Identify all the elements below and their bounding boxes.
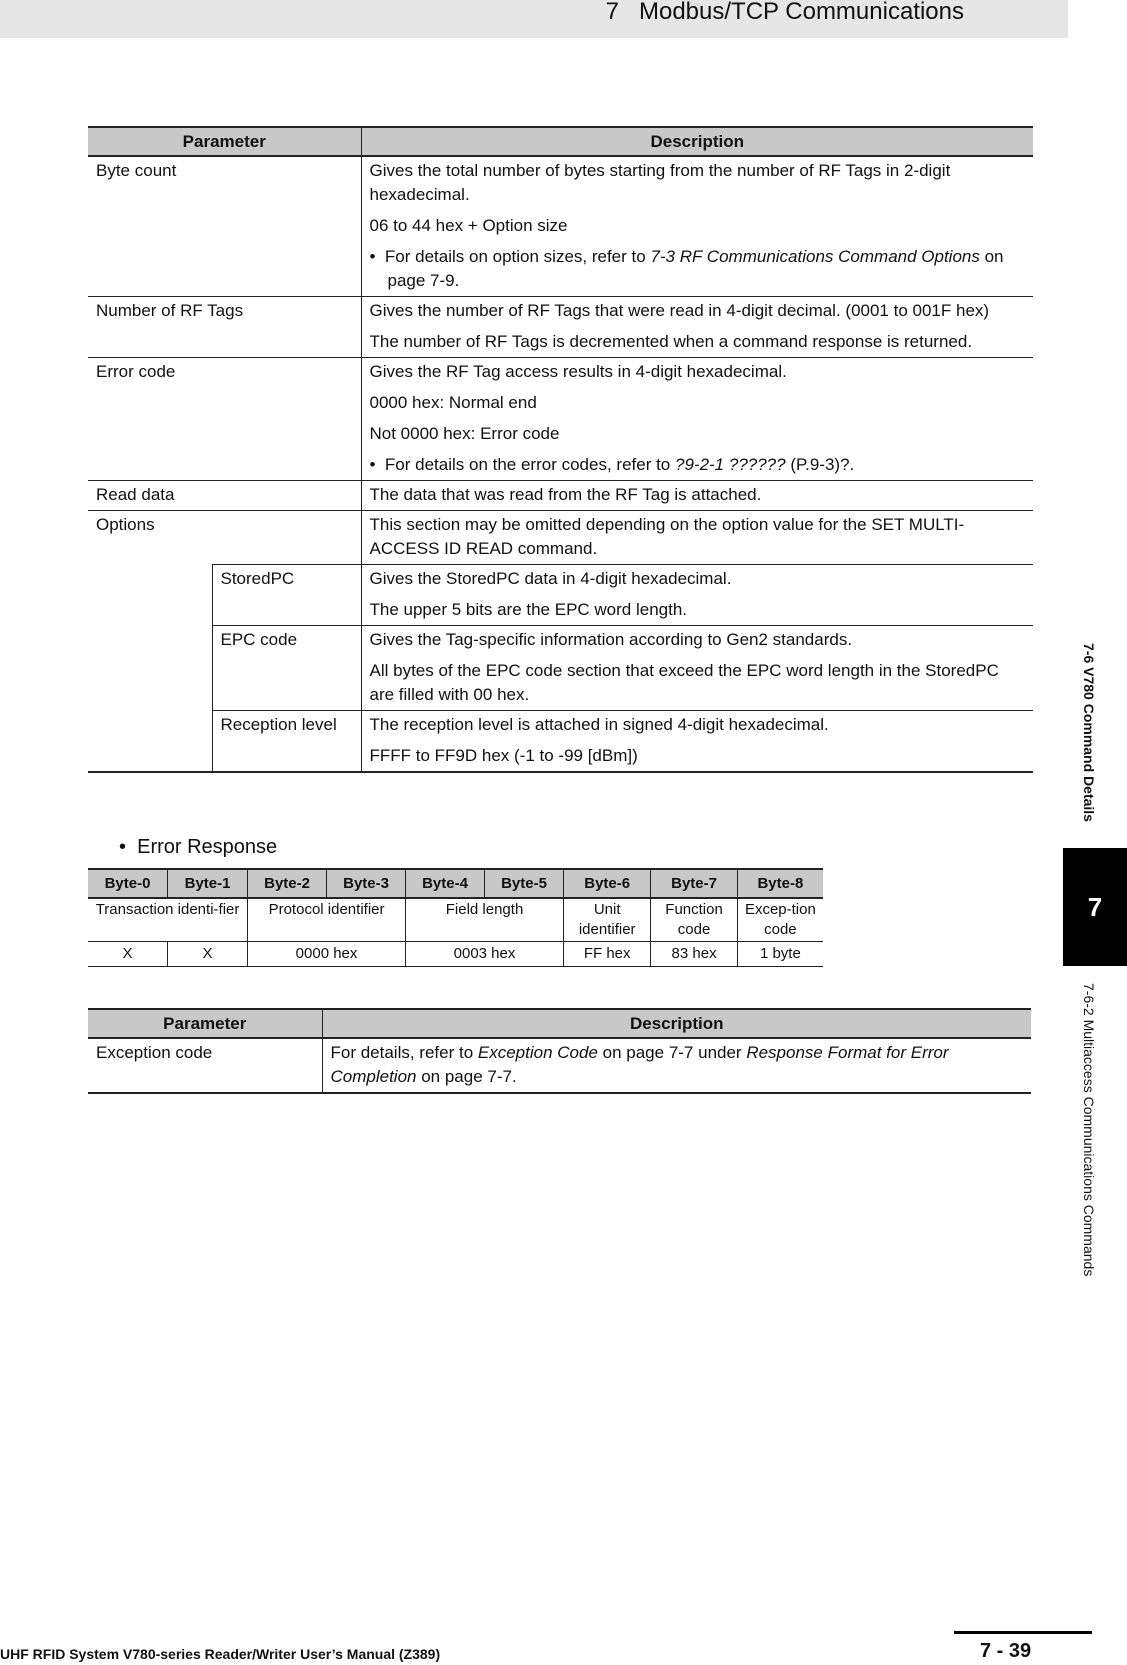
footer-page-number: 7 - 39 xyxy=(980,1640,1032,1662)
byte-header: Byte-7 xyxy=(651,869,737,898)
desc-text: The number of RF Tags is decremented when a command response is returned. xyxy=(369,332,973,351)
options-spacer xyxy=(212,511,361,565)
field-cell: Unit identifier xyxy=(564,898,651,942)
col-header-parameter: Parameter xyxy=(88,127,361,156)
desc-bullet: • For details on the error codes, refer to ?9-2-1 ?????? (P.9-3)?. xyxy=(369,455,855,474)
col-header-description: Description xyxy=(361,127,1033,156)
byte-header: Byte-4 xyxy=(406,869,485,898)
bullet-text: For details on option sizes, refer to xyxy=(384,247,651,266)
table-row xyxy=(88,481,1033,511)
param-reception-level: Reception level xyxy=(212,711,361,773)
desc-text: Gives the total number of bytes starting from the number of RF Tags in 2-digit hexadecimal. xyxy=(369,161,951,204)
exception-parameter-table xyxy=(88,1008,1031,1094)
param-byte-count: Byte count xyxy=(96,161,177,180)
param-epc-code: EPC code xyxy=(212,626,361,711)
footer-rule xyxy=(954,1631,1092,1634)
chapter-tab xyxy=(1063,848,1127,966)
desc-text: Not 0000 hex: Error code xyxy=(369,424,560,443)
desc-byte-count xyxy=(361,156,1033,297)
desc-text: Gives the number of RF Tags that were read in 4-digit decimal. (0001 to 001F hex) xyxy=(369,301,990,320)
desc-text: For details, refer to xyxy=(330,1043,478,1062)
desc-text: The reception level is attached in signed 4-digit hexadecimal. xyxy=(369,715,829,734)
desc-text: This section may be omitted depending on the option value for the SET MULTI-ACCESS ID READ command. xyxy=(369,515,965,558)
param-num-rf-tags: Number of RF Tags xyxy=(88,297,361,358)
table-row xyxy=(88,156,1033,297)
field-cell: Excep-tion code xyxy=(737,898,823,942)
footer-manual-title: UHF RFID System V780-series Reader/Writer User’s Manual (Z389) xyxy=(0,1646,441,1662)
value-cell: 83 hex xyxy=(651,942,737,967)
desc-bullet: • For details on option sizes, refer to 7-3 RF Communications Command Options on page 7-9. xyxy=(369,247,1004,290)
byte-header: Byte-6 xyxy=(564,869,651,898)
desc-reception-level xyxy=(361,711,1033,773)
bullet-text: (P.9-3)?. xyxy=(785,455,855,474)
table-row xyxy=(88,942,823,967)
param-exception-code: Exception code xyxy=(88,1038,322,1093)
page-header-title: 7 Modbus/TCP Communications xyxy=(605,0,964,25)
reference-link: 7-3 RF Communications Command Options xyxy=(650,247,980,266)
value-cell: 0000 hex xyxy=(248,942,406,967)
desc-text: Gives the RF Tag access results in 4-digit hexadecimal. xyxy=(369,362,787,381)
param-read-data: Read data xyxy=(88,481,361,511)
value-cell: X xyxy=(168,942,248,967)
desc-options xyxy=(361,511,1033,565)
desc-epc-code xyxy=(361,626,1033,711)
value-cell: FF hex xyxy=(564,942,651,967)
table-row xyxy=(88,297,1033,358)
table-row xyxy=(88,626,1033,711)
col-header-description: Description xyxy=(322,1009,1031,1038)
table-row xyxy=(88,358,1033,481)
side-section-label: 7-6 V780 Command Details xyxy=(1081,643,1097,822)
byte-header: Byte-8 xyxy=(737,869,823,898)
error-response-byte-table xyxy=(88,868,823,967)
byte-header: Byte-5 xyxy=(485,869,564,898)
col-header-parameter: Parameter xyxy=(88,1009,322,1038)
field-cell: Protocol identifier xyxy=(248,898,406,942)
byte-header: Byte-0 xyxy=(88,869,168,898)
table-row xyxy=(88,1038,1031,1093)
response-parameter-table xyxy=(88,126,1033,773)
desc-text: 0000 hex: Normal end xyxy=(369,393,537,412)
desc-text: Gives the StoredPC data in 4-digit hexadecimal. xyxy=(369,569,732,588)
desc-text: All bytes of the EPC code section that exceed the EPC word length in the StoredPC are filled with 00 hex. xyxy=(369,661,999,704)
header-band xyxy=(0,0,1068,38)
field-cell: Transaction identi-fier xyxy=(95,901,240,918)
field-cell: Field length xyxy=(406,898,564,942)
desc-text: on page 7-7 under xyxy=(597,1043,747,1062)
desc-text: Gives the Tag-specific information according to Gen2 standards. xyxy=(369,630,853,649)
side-subsection-label: 7-6-2 Multiaccess Communications Commands xyxy=(1081,983,1097,1277)
desc-text: The upper 5 bits are the EPC word length. xyxy=(369,600,688,619)
byte-header: Byte-2 xyxy=(248,869,327,898)
desc-text: FFFF to FF9D hex (-1 to -99 [dBm]) xyxy=(369,746,638,765)
desc-read-data xyxy=(361,481,1033,511)
param-stored-pc: StoredPC xyxy=(212,565,361,626)
desc-num-rf-tags xyxy=(361,297,1033,358)
chapter-number: 7 xyxy=(1087,891,1103,922)
param-error-code: Error code xyxy=(88,358,361,481)
bullet-text: For details on the error codes, refer to xyxy=(384,455,675,474)
desc-stored-pc xyxy=(361,565,1033,626)
desc-text: on page 7-7. xyxy=(416,1067,517,1086)
desc-text: The data that was read from the RF Tag is attached. xyxy=(369,485,762,504)
reference-link: Response Format for Error Completion xyxy=(330,1043,949,1086)
desc-error-code xyxy=(361,358,1033,481)
error-response-heading: • Error Response xyxy=(119,836,278,858)
table-row xyxy=(88,565,1033,626)
value-cell: X xyxy=(88,942,168,967)
reference-link: Exception Code xyxy=(477,1043,598,1062)
reference-link: ?9-2-1 ?????? xyxy=(675,455,786,474)
table-row xyxy=(88,711,1033,773)
byte-header: Byte-1 xyxy=(168,869,248,898)
byte-header: Byte-3 xyxy=(327,869,406,898)
desc-exception-code xyxy=(322,1038,1031,1093)
desc-text: 06 to 44 hex + Option size xyxy=(369,216,568,235)
value-cell: 1 byte xyxy=(737,942,823,967)
bullet-text: on page 7-9. xyxy=(387,247,1004,290)
value-cell: 0003 hex xyxy=(406,942,564,967)
table-row xyxy=(88,898,823,942)
table-row xyxy=(88,511,1033,565)
param-options: Options xyxy=(88,511,212,773)
field-cell: Function code xyxy=(651,898,737,942)
